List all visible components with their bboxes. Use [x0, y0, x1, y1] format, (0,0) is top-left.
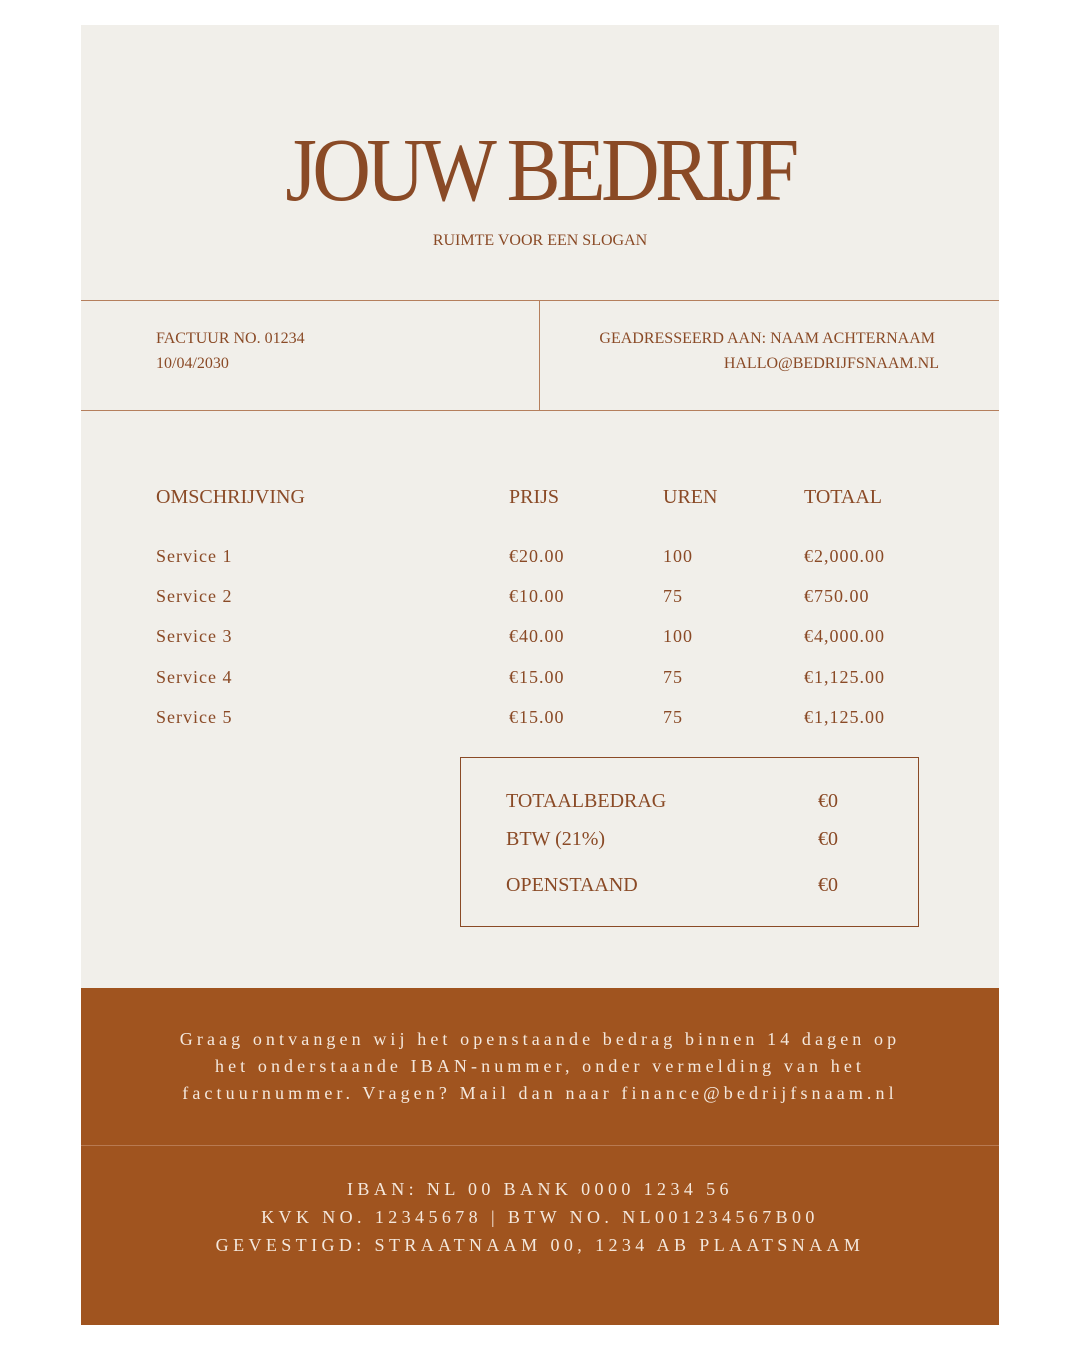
company-name: JOUW BEDRIJF: [285, 121, 795, 220]
divider-vertical: [539, 300, 540, 410]
column-header-total: TOTAAL: [804, 486, 883, 508]
row-hours: 75: [663, 667, 683, 687]
row-price: €20.00: [509, 546, 565, 566]
payment-note-line: factuurnummer. Vragen? Mail dan naar finance@bedrijfsnaam.nl: [182, 1083, 898, 1103]
payment-footer: [81, 988, 999, 1325]
column-header-price: PRIJS: [509, 486, 560, 508]
summary-label-vat: BTW (21%): [506, 828, 606, 850]
row-hours: 75: [663, 707, 683, 727]
row-total: €750.00: [804, 586, 870, 606]
footer-divider: [81, 1145, 999, 1146]
bank-iban: IBAN: NL 00 BANK 0000 1234 56: [347, 1179, 733, 1199]
payment-note-line: het onderstaande IBAN-nummer, onder vermelding van het: [214, 1056, 866, 1076]
invoice-number: FACTUUR NO. 01234: [156, 330, 305, 347]
summary-box: [460, 757, 919, 927]
summary-value-total: €0: [818, 790, 838, 812]
row-hours: 100: [663, 546, 693, 566]
invoice-sheet: [81, 25, 999, 1325]
divider-bottom: [81, 410, 999, 411]
row-price: €15.00: [509, 667, 565, 687]
row-description: Service 3: [156, 626, 233, 646]
row-description: Service 5: [156, 707, 233, 727]
payment-note-line: Graag ontvangen wij het openstaande bedrag binnen 14 dagen op: [179, 1029, 901, 1049]
row-price: €15.00: [509, 707, 565, 727]
summary-label-outstanding: OPENSTAAND: [506, 874, 638, 896]
column-header-description: OMSCHRIJVING: [156, 486, 305, 508]
company-slogan: RUIMTE VOOR EEN SLOGAN: [432, 232, 648, 249]
summary-label-total: TOTAALBEDRAG: [506, 790, 667, 812]
summary-value-vat: €0: [818, 828, 838, 850]
invoice-date: 10/04/2030: [156, 355, 229, 372]
row-description: Service 1: [156, 546, 233, 566]
row-description: Service 4: [156, 667, 233, 687]
row-total: €2,000.00: [804, 546, 885, 566]
row-total: €4,000.00: [804, 626, 885, 646]
row-price: €40.00: [509, 626, 565, 646]
row-description: Service 2: [156, 586, 233, 606]
summary-value-outstanding: €0: [818, 874, 838, 896]
row-hours: 100: [663, 626, 693, 646]
company-address: GEVESTIGD: STRAATNAAM 00, 1234 AB PLAATSNAAM: [215, 1235, 865, 1255]
column-header-hours: UREN: [663, 486, 718, 508]
addressed-to: GEADRESSEERD AAN: NAAM ACHTERNAAM: [599, 330, 935, 347]
divider-top: [81, 300, 999, 301]
row-price: €10.00: [509, 586, 565, 606]
row-hours: 75: [663, 586, 683, 606]
recipient-email: HALLO@BEDRIJFSNAAM.NL: [723, 355, 939, 372]
company-registration: KVK NO. 12345678 | BTW NO. NL001234567B00: [261, 1207, 819, 1227]
row-total: €1,125.00: [804, 667, 885, 687]
row-total: €1,125.00: [804, 707, 885, 727]
